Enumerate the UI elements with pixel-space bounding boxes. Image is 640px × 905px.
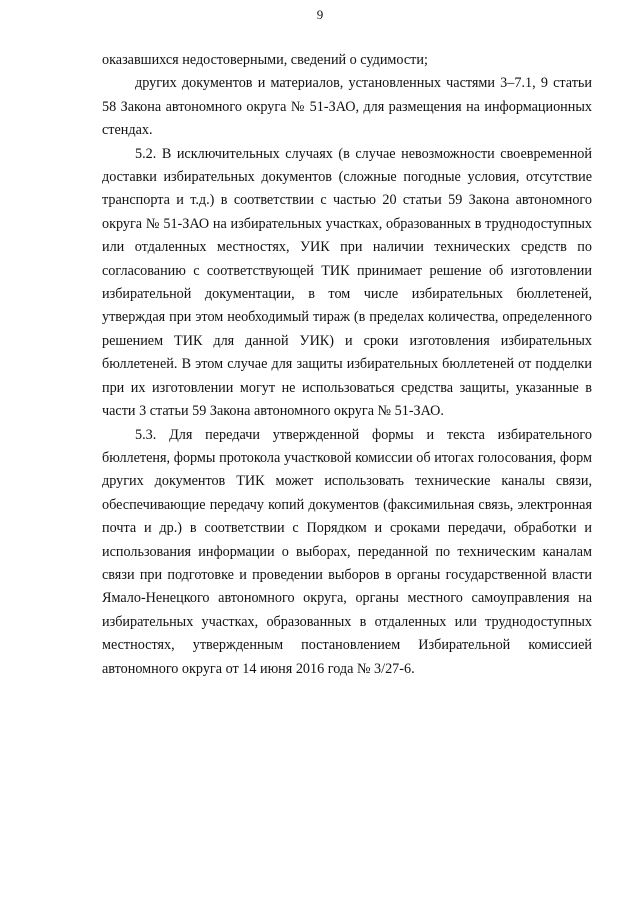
paragraph-5-2: 5.2. В исключительных случаях (в случае невозможности своевременной доставки избирательных документов (сложные погодные условия, отсутствие транспорта и т.д.) в соответствии с частью 20 статьи 59 Закона автономного округа № 51-ЗАО на избирательных участках, образованных в труднодоступных или отдаленных местностях, УИК при наличии технических средств по согласованию с соответствующей ТИК принимает решение об изготовлении избирательной документации, в том числе избирательных бюллетеней, утверждая при этом необходимый тираж (в пределах количества, определенного решением ТИК для данной УИК) и сроки изготовления избирательных бюллетеней. В этом случае для защиты избирательных бюллетеней от подделки при их изготовлении могут не использоваться средства защиты, указанные в части 3 статьи 59 Закона автономного округа № 51-ЗАО. [102,145,592,420]
paragraph-5-3: 5.3. Для передачи утвержденной формы и текста избирательного бюллетеня, формы протокола участковой комиссии об итогах голосования, форм других документов ТИК может использовать технические каналы связи, обеспечивающие передачу копий документов (факсимильная связь, электронная почта и др.) в соответствии с Порядком и сроками передачи, обработки и использования информации о выборах, переданной по техническим каналам связи при подготовке и проведении выборов в органы государственной власти Ямало-Ненецкого автономного округа, органы местного самоуправления на избирательных участках, образованных в отдаленных или труднодоступных местностях, утвержденным постановлением Избирательной комиссией автономного округа от 14 июня 2016 года № 3/27-6. [102,426,592,677]
document-body [102,49,592,681]
page-number: 9 [316,7,324,22]
paragraph-other-documents: других документов и материалов, установленных частями 3–7.1, 9 статьи 58 Закона автономного округа № 51-ЗАО, для размещения на информационных стендах. [102,75,592,139]
paragraph-criminal-record-clause: оказавшихся недостоверными, сведений о судимости; [102,52,428,68]
